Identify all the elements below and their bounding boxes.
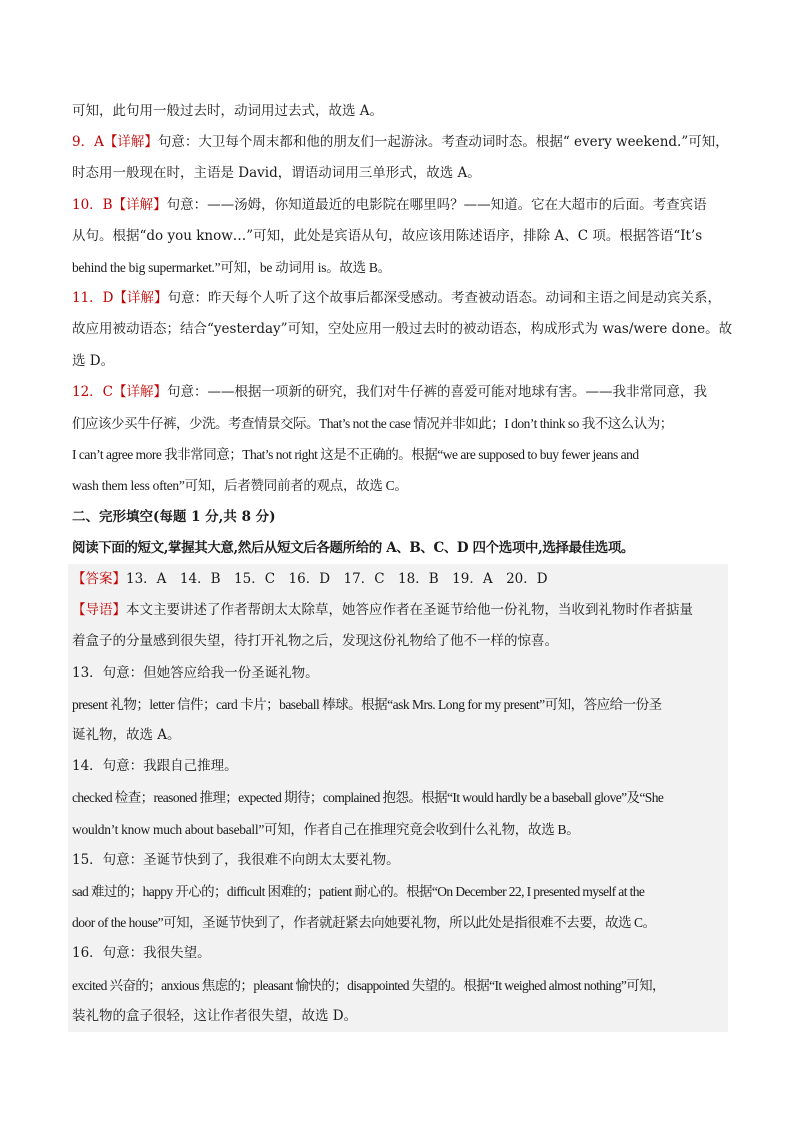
question-10-line <box>72 190 724 221</box>
line-text: wash them less often”可知，后者赞同前者的观点，故选 C。 <box>72 478 408 494</box>
line-text: checked 检查；reasoned 推理；expected 期待；complained 抱怨。根据“It would hardly be a baseball glove”及“She <box>72 790 664 806</box>
text-line <box>72 439 724 470</box>
question-14-line <box>72 751 724 782</box>
line-text: 故应用被动语态；结合“yesterday”可知，空处应用一般过去时的被动语态，构成形式为 was/were done。故 <box>72 321 733 338</box>
text-line <box>72 907 724 938</box>
section-heading <box>72 502 724 533</box>
answer-label: 9．A <box>72 134 104 151</box>
line-text: behind the big supermarket.”可知，be 动词用 is。故选 B。 <box>72 260 391 276</box>
text-line <box>72 470 724 501</box>
text-line <box>72 314 733 345</box>
answer-label: 11．D <box>72 290 114 307</box>
text-line <box>72 876 724 907</box>
instructions-text: 阅读下面的短文,掌握其大意,然后从短文后各题所给的 A、B、C、D 四个选项中,选择最佳选项。 <box>72 539 635 556</box>
answer-key: 13．A 14．B 15．C 16．D 17．C 18．B 19．A 20．D <box>126 571 548 588</box>
answer-key-line <box>72 564 724 595</box>
line-text: 们应该少买牛仔裤，少洗。考查情景交际。That’s not the case 情况并非如此；I don’t think so 我不这么认为； <box>72 416 673 432</box>
text-line <box>72 720 724 751</box>
line-text: 14．句意：我跟自己推理。 <box>72 758 238 775</box>
line-text: 句意：——根据一项新的研究，我们对牛仔裤的喜爱可能对地球有害。——我非常同意，我 <box>167 383 708 400</box>
text-line <box>72 782 724 813</box>
question-13-line <box>72 658 724 689</box>
line-text: 装礼物的盒子很轻，这让作者很失望，故选 D。 <box>72 1007 358 1024</box>
answer-label: 10．B <box>72 196 113 213</box>
detail-tag: 【详解】 <box>113 290 168 307</box>
line-text: 选 D。 <box>72 352 115 369</box>
detail-tag: 【详解】 <box>103 134 158 151</box>
line-text: 着盒子的分量感到很失望，待打开礼物之后，发现这份礼物给了他不一样的惊喜。 <box>72 633 558 650</box>
line-text: 诞礼物，故选 A。 <box>72 727 181 744</box>
line-text: present 礼物；letter 信件；card 卡片；baseball 棒球。根据“ask Mrs. Long for my present”可知，答应给一份圣 <box>72 696 662 712</box>
line-text: 13．句意：但她答应给我一份圣诞礼物。 <box>72 664 319 681</box>
text-line <box>72 1001 724 1032</box>
document-page <box>72 96 733 1032</box>
line-text: sad 难过的；happy 开心的；difficult 困难的；patient 耐心的。根据“On December 22, I presented myself at the <box>72 884 645 900</box>
text-line <box>72 408 724 439</box>
line-text: excited 兴奋的；anxious 焦虑的；pleasant 愉快的；disappointed 失望的。根据“It weighed almost nothing”可知， <box>72 977 665 993</box>
section-instructions <box>72 533 724 564</box>
line-text: 从句。根据“do you know…”可知，此处是宾语从句，故应该用陈述语序，排除 A、C 项。根据答语“It’s <box>72 227 703 244</box>
text-line <box>72 970 724 1001</box>
question-9-line <box>72 127 729 158</box>
text-line <box>72 626 724 657</box>
line-text: 时态用一般现在时，主语是 David，谓语动词用三单形式，故选 A。 <box>72 165 481 182</box>
question-12-line <box>72 377 724 408</box>
line-text: 可知，此句用一般过去时，动词用过去式，故选 A。 <box>72 103 384 119</box>
line-text: I can’t agree more 我非常同意；That’s not right 这是不正确的。根据“we are supposed to buy fewer jeans and <box>72 447 639 463</box>
answer-label: 12．C <box>72 383 114 400</box>
line-text: wouldn’t know much about baseball”可知，作者自己在推理究竟会收到什么礼物，故选 B。 <box>72 821 580 837</box>
highlighted-answer-block <box>68 564 728 1032</box>
line-text: 16．句意：我很失望。 <box>72 945 211 962</box>
text-line <box>72 96 724 127</box>
text-line <box>72 221 724 252</box>
question-15-line <box>72 845 724 876</box>
text-line <box>72 689 724 720</box>
answer-tag: 【答案】 <box>72 571 126 588</box>
text-line <box>72 814 724 845</box>
text-line <box>72 158 724 189</box>
detail-tag: 【详解】 <box>113 383 168 400</box>
guide-tag: 【导语】 <box>72 602 126 619</box>
line-text: 15．句意：圣诞节快到了，我很难不向朗太太要礼物。 <box>72 851 400 868</box>
question-11-line <box>72 283 724 314</box>
guide-line <box>72 595 724 626</box>
line-text: 句意：——汤姆，你知道最近的电影院在哪里吗？——知道。它在大超市的后面。考查宾语 <box>166 196 707 213</box>
text-line <box>72 252 724 283</box>
line-text: 本文主要讲述了作者帮朗太太除草，她答应作者在圣诞节给他一份礼物，当收到礼物时作者掂量 <box>126 602 693 619</box>
answer-explanation-body <box>72 96 733 1032</box>
line-text: door of the house”可知，圣诞节快到了，作者就赶紧去向她要礼物，所以此处是指很难不去要，故选 C。 <box>72 915 656 931</box>
question-16-line <box>72 938 724 969</box>
line-text: 句意：昨天每个人听了这个故事后都深受感动。考查被动语态。动词和主语之间是动宾关系， <box>167 290 722 307</box>
line-text: 句意：大卫每个周末都和他的朋友们一起游泳。考查动词时态。根据“ every weekend.”可知， <box>157 134 729 151</box>
section-title: 二、完形填空(每题 1 分,共 8 分) <box>72 508 276 525</box>
detail-tag: 【详解】 <box>112 196 167 213</box>
text-line <box>72 346 724 377</box>
